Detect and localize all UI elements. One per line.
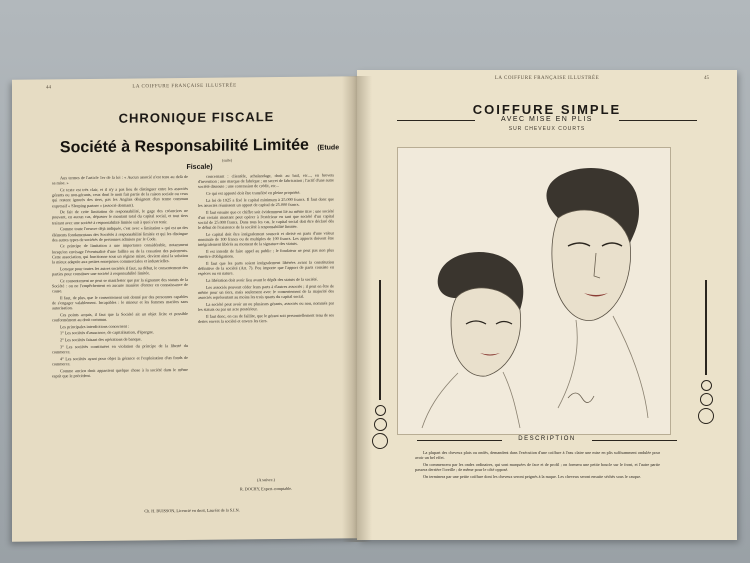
article-column-2 xyxy=(198,172,334,325)
paragraph: concernant : clientèle, achalandage, droit au bail, etc..., en brevets d'invention ; une marque de fabrique ; un secret de fabrication ; l'actif d'une autre société dissoute ; une concession de crédit, etc... xyxy=(198,172,334,190)
plate-subtitle-2: SUR CHEVEUX COURTS xyxy=(508,126,586,132)
paragraph: La plupart des cheveux plats ou ondés, demandent dans l'exécution d'une coiffure à l'eau claire une mise en plis suffisamment ondulée pour avoir un bel effet. xyxy=(415,450,660,461)
paragraph: Les associés peuvent céder leurs parts à d'autres associés ; il peut en être de même pour un tiers, mais seulement avec le consentement de la majorité des associés représentant au moins les trois quarts du capital social. xyxy=(198,283,334,301)
two-women-portrait-drawing xyxy=(398,148,670,434)
right-page-number: 45 xyxy=(704,76,709,81)
paragraph: On terminera par une petite coiffure dont les cheveux seront peignés à la nuque. Les cheveux seront ensuite séchés sous le casque. xyxy=(423,473,642,479)
article-subtitle: (Etude Fiscale) xyxy=(186,144,340,171)
description-text xyxy=(415,450,660,481)
decorative-rings-left xyxy=(371,280,389,445)
hairstyle-illustration xyxy=(397,147,671,435)
left-page-number: 44 xyxy=(46,85,51,91)
paragraph: Il faut donc, en cas de faillite, que le gérant soit personnellement tenu de ses dettes envers la société et envers les tiers. xyxy=(198,312,334,324)
article-column-1 xyxy=(52,174,188,380)
paragraph: 1° Les sociétés d'assurance, de capitalisation, d'épargne. xyxy=(60,329,154,336)
paragraph: Aux termes de l'article 1er de la loi : « Aucun associé n'est tenu au delà de sa mise. » xyxy=(52,173,188,186)
to-be-continued: (A suivre.) xyxy=(257,477,275,483)
plate-title: COIFFURE SIMPLE xyxy=(472,102,622,117)
paragraph: 3° Les sociétés constituées en violation du principe de la liberté du commerce. xyxy=(52,342,188,355)
plate-subtitle-1: AVEC MISE EN PLIS xyxy=(501,116,593,123)
coauthor-signature: Ch. H. BUISSON, Licencié en droit, Lauréat de la S.I.N. xyxy=(144,507,240,514)
paragraph: Ce consentement ne peut se manifester que par la signature des statuts de la Société : on ne l'empêchement en aucune manière d'entrer en connaissance de cause. xyxy=(52,276,188,294)
paragraph: Ces points acquis, il faut que la Société ait un objet licite et possible conformément au droit commun. xyxy=(52,310,188,323)
paragraph: Ce qui est apporté doit être transféré en pleine propriété. xyxy=(206,189,301,196)
paragraph: La société peut avoir un ou plusieurs gérants, associés ou non, nommés par les statuts ou par un acte postérieur. xyxy=(198,300,334,313)
paragraph: De fait de cette limitation de responsabilité, le gage des créanciers ne pouvant, en aucun cas, dépasser le montant total du capital social, et tout tiers traitant avec une société à responsabilité limitée sait à quoi s'en tenir. xyxy=(52,208,188,226)
article-title xyxy=(52,136,347,175)
paragraph: Il faut, de plus, que le consentement soit donné par des personnes capables de s'engager valablement. Incapables : le mineur et les femmes mariées sans autorisation. xyxy=(52,293,188,311)
left-page xyxy=(12,76,357,542)
paragraph: Le capital doit être intégralement souscrit et divisé en parts d'une valeur nominale de 100 francs ou de multiples de 100 francs. Les apports doivent être intégralement libérés au moment de la signature des statuts. xyxy=(198,230,334,248)
description-heading: DESCRIPTION xyxy=(518,436,576,442)
paragraph: Comme toute l'oeuvre déjà indiquée, c'est avec « limitation » qui est un des éléments fondamentaux des Sociétés à responsabilité limitée et qui les distingue des autres types de sociétés de personnes admises par le Code. xyxy=(52,225,188,243)
author-signature: R. DOCHY, Expert-comptable. xyxy=(239,485,293,492)
paragraph: Ce texte est très clair, et il n'y a pas lieu de distinguer entre les associés gérants ou non-gérants, ceux dont le nom fait partie de la raison sociale ou ceux qui restent ignorés des tiers, pas les Anglais désignent d'un terme commun expressif « Sleeping partner » (associé dormant). xyxy=(52,185,188,208)
paragraph: La libération doit avoir lieu avant le dépôt des statuts de la société. xyxy=(206,276,318,283)
paragraph: Lorsque pour toutes les autres sociétés il faut, au début, le consentement des parties pour constituer une société à responsabilité limitée. xyxy=(52,264,188,277)
signature-block xyxy=(198,476,334,495)
right-running-head: LA COIFFURE FRANÇAISE ILLUSTRÉE xyxy=(494,76,600,81)
paragraph: La loi de 1925 a fixé le capital minimum à 25.000 francs. Il faut donc que les associés réunissent un apport de capital de 25.000 francs. xyxy=(198,196,334,208)
left-running-head: LA COIFFURE FRANÇAISE ILLUSTRÉE xyxy=(132,83,237,90)
article-suite-label: (suite) xyxy=(222,157,233,163)
paragraph: Ce principe de limitation a une importance considérable, notamment lorsqu'on envisage l'éventualité d'une faillite ou de la cessation des paiements. Cette association, qui fonctionne sous un régime mixte, devient ainsi la solution la mieux adaptée aux petites entreprises commerciales et industrielles. xyxy=(52,242,188,265)
right-page xyxy=(357,70,737,540)
section-title: CHRONIQUE FISCALE xyxy=(118,109,275,126)
open-magazine xyxy=(12,70,738,545)
paragraph: Il est interdit de faire appel au public ; le fondateur ne peut pas non plus émettre d'obligations. xyxy=(198,247,334,260)
paragraph: Il faut ensuite que ce chiffre soit évidemment lié au même titre ; une société d'un certain montant peut opérer à l'extérieur en tant que société d'un capital social de 25.000 francs. Dans tous les cas, le capital social doit être déclaré dès le début de l'existence de la société à responsabilité limitée. xyxy=(198,208,334,231)
paragraph: On commencera par les ondes ordinaires, qui sont marquées de face et de profil ; on formera une petite boucle sur le front, et l'autre partie passera derrière l'oreille ; de même pour le côté opposé. xyxy=(415,461,660,473)
paragraph: Comme ancien droit appartient quelque chose à la société dans le même esprit que le précédent. xyxy=(52,366,188,379)
paragraph: Il faut que les parts soient intégralement libérées avant la constitution définitive de la société (Art. 7). Peu importe que l'apport de parts consiste en espèces ou en nature. xyxy=(198,259,334,277)
article-title-text: Société à Responsabilité Limitée xyxy=(59,136,309,157)
paragraph: 4° Les sociétés ayant pour objet la gérance et l'exploitation d'un fonds de commerce. xyxy=(52,354,188,367)
decorative-rings-right xyxy=(697,280,715,445)
paragraph: 2° Les sociétés faisant des opérations de banque. xyxy=(60,336,142,343)
paragraph: Les principales interdictions concernent : xyxy=(60,323,130,330)
